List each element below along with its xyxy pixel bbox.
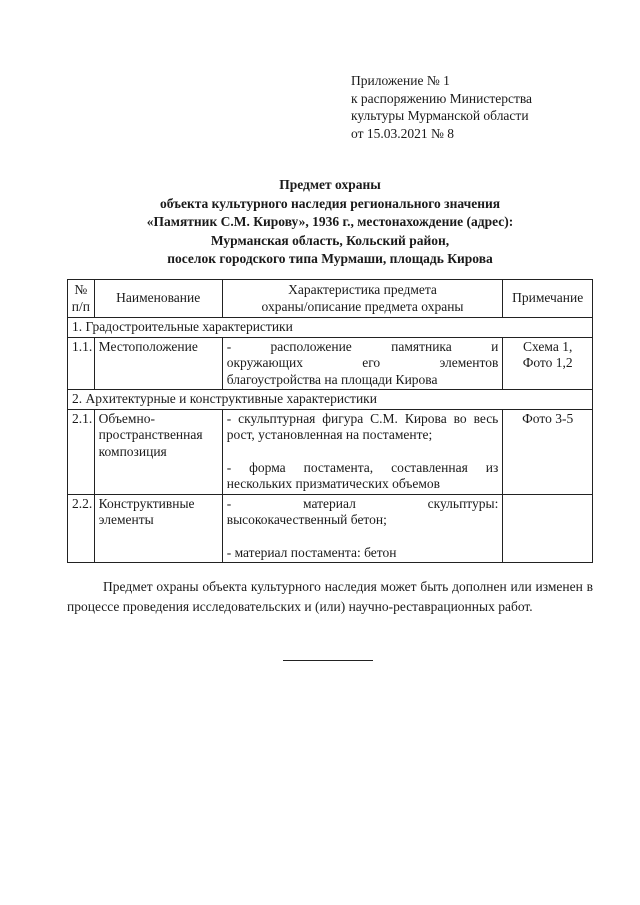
name-line: пространственная — [98, 427, 203, 442]
paragraph-gap — [227, 529, 499, 545]
desc-word: расположение — [270, 338, 352, 354]
desc-word: - — [226, 338, 232, 354]
desc-line — [227, 496, 499, 513]
note-line: Фото 1,2 — [522, 355, 573, 370]
name-line: композиция — [98, 443, 167, 459]
section-row — [68, 390, 593, 410]
table-header-row — [68, 280, 593, 318]
document-title — [60, 176, 600, 269]
protection-subject-table — [67, 279, 593, 563]
header-desc-line: охраны/описание предмета охраны — [261, 298, 464, 314]
note-line: Схема 1, — [522, 338, 573, 354]
name-line: Объемно- — [98, 410, 155, 426]
header-note: Примечание — [503, 280, 593, 318]
row-num: 2.1. — [68, 409, 95, 494]
header-num-line: п/п — [71, 298, 90, 314]
section-row — [68, 318, 593, 338]
row-num: 2.2. — [68, 494, 95, 563]
title-line: Мурманская область, Кольский район, — [210, 232, 450, 248]
table-row — [68, 409, 593, 494]
row-note: Фото 3-5 — [503, 409, 593, 494]
desc-paragraph: - скульптурная фигура С.М. Кирова во весь рост, установленная на постаменте; — [226, 410, 499, 442]
desc-word: элементов — [439, 355, 499, 370]
desc-line — [227, 355, 499, 372]
desc-line: благоустройства на площади Кирова — [226, 371, 438, 387]
title-line: поселок городского типа Мурмаши, площадь Кирова — [167, 251, 493, 266]
title-line: объекта культурного наследия регионального значения — [159, 195, 501, 211]
desc-word: материал — [303, 495, 356, 511]
row-desc — [222, 494, 503, 563]
header-name: Наименование — [94, 280, 222, 318]
paragraph-gap — [227, 444, 499, 460]
appendix-block — [351, 72, 532, 142]
row-desc — [222, 409, 503, 494]
header-desc — [222, 280, 503, 318]
table-row — [68, 337, 593, 390]
header-num-line: № — [74, 282, 88, 297]
title-line: «Памятник С.М. Кирову», 1936 г., местонахождение (адрес): — [146, 214, 514, 229]
row-desc — [222, 337, 503, 390]
desc-word: - — [226, 495, 232, 511]
appendix-line: от 15.03.2021 № 8 — [351, 125, 454, 141]
section-title: 2. Архитектурные и конструктивные характеристики — [68, 390, 593, 410]
row-name: Местоположение — [94, 337, 222, 390]
row-name — [94, 494, 222, 563]
footer-paragraph: Предмет охраны объекта культурного наследия может быть дополнен или изменен в процессе проведения исследовательских и (или) научно-реставрационных работ. — [67, 579, 593, 614]
desc-word: окружающих — [226, 355, 303, 370]
header-desc-line: Характеристика предмета — [288, 282, 437, 297]
header-num — [68, 280, 95, 318]
row-num: 1.1. — [68, 337, 95, 390]
row-note — [503, 494, 593, 563]
row-note — [503, 337, 593, 390]
desc-word: памятника — [391, 338, 452, 354]
desc-paragraph: - форма постамента, составленная из нескольких призматических объемов — [226, 459, 499, 491]
closing-separator-line — [283, 660, 373, 661]
desc-line: высококачественный бетон; — [226, 512, 387, 527]
appendix-line: Приложение № 1 — [351, 73, 450, 88]
desc-word: и — [491, 338, 499, 354]
desc-line — [227, 339, 499, 356]
appendix-line: культуры Мурманской области — [351, 108, 529, 123]
desc-word: его — [362, 355, 381, 370]
section-title: 1. Градостроительные характеристики — [68, 318, 593, 338]
desc-word: скульптуры: — [427, 495, 499, 511]
name-line: Конструктивные — [98, 495, 195, 511]
name-line: элементы — [98, 512, 154, 527]
desc-paragraph: - материал постамента: бетон — [226, 544, 397, 560]
table-row — [68, 494, 593, 563]
row-name — [94, 409, 222, 494]
appendix-line: к распоряжению Министерства — [351, 90, 533, 106]
title-line: Предмет охраны — [279, 177, 381, 192]
